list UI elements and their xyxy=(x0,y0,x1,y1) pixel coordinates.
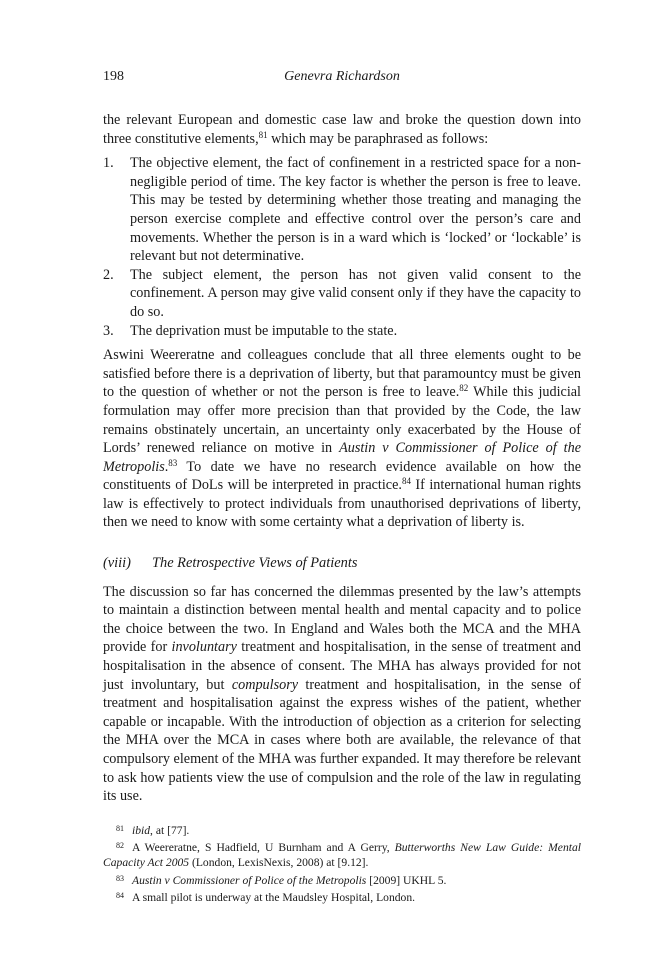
page-number: 198 xyxy=(103,69,124,84)
footnotes xyxy=(103,821,581,905)
list-item: 2. The subject element, the person has not given valid consent to the confinement. A person may give valid consent only if they have the capacity to do so. xyxy=(103,266,581,320)
footnote-81: $^{81}$ ibid, at [77]. xyxy=(116,824,190,837)
body-text xyxy=(103,111,581,806)
case-name: Austin v Commissioner of Police of the Metropolis xyxy=(103,440,581,475)
footnote-83: $^{83}$ Austin v Commissioner of Police of the Metropolis [2009] UKHL 5. xyxy=(116,873,447,887)
elements-list xyxy=(103,154,581,340)
section-number: (viii) xyxy=(103,555,131,572)
footnote-ref-84[interactable]: 84 xyxy=(401,476,411,487)
list-item: 1. The objective element, the fact of confinement in a restricted space for a non-negligible period of time. The key factor is whether the person is free to leave. This may be tested by determining whether those treating and managing the person exercise complete and effective control over the person’s care and movements. Whether the person is in a ward which is ‘locked’ or ‘lockable’ is relevant but not determinative. xyxy=(103,155,581,265)
footnote-84: $^{84}$ A small pilot is underway at the Maudsley Hospital, London. xyxy=(116,890,416,904)
section-title: The Retrospective Views of Patients xyxy=(152,555,358,572)
paragraph-weereratne: Aswini Weereratne and colleagues conclude that all three elements ought to be satisfied before there is a deprivation of liberty, but that paramountcy must be given to the question of whether or not the person is free to leave.$^{82}$ While this judicial formulation may offer more precision than that provided by the Code, the law remains obstinately uncertain, an uncertainty only exacerbated by the House of Lords’ renewed reliance on motive in Austin v Commissioner of Police of the Metropolis.$^{83}$ To date we have no research evidence available on how the constituents of DoLs will be interpreted in practice.$^{84}$ If international human rights law is effectively to protect individuals from unauthorised deprivations of liberty, then we need to know with some certainty what a deprivation of liberty is. xyxy=(103,347,581,531)
list-item: 3. The deprivation must be imputable to the state. xyxy=(103,322,398,339)
footnote-ref-81[interactable]: 81 xyxy=(258,129,268,140)
section-heading xyxy=(103,554,581,573)
footnote-82: $^{82}$ A Weereratne, S Hadfield, U Burnham and A Gerry, Butterworths New Law Guide: Mental Capacity Act 2005 (London, LexisNexis, 2008) at [9.12]. xyxy=(103,841,581,870)
intro-paragraph: the relevant European and domestic case law and broke the question down into three constitutive elements,$^{81}$ which may be paraphrased as follows: xyxy=(103,112,581,147)
paragraph-retrospective: The discussion so far has concerned the dilemmas presented by the law’s attempts to maintain a distinction between mental health and mental capacity and to police the choice between the two. In England and Wales both the MCA and the MHA provide for involuntary treatment and hospitalisation, in the sense of treatment and hospitalisation in the absence of consent. The MHA has always provided for not just involuntary, but compulsory treatment and hospitalisation, in the sense of treatment and hospitalisation against the express wishes of the patient, whether capable or incapable. With the introduction of objection as a criterion for selecting the MHA over the MCA in cases where both are available, the relevance of that compulsory element of the MHA was further expanded. It may therefore be relevant to ask how patients view the use of compulsion and the role of the law in regulating its use. xyxy=(103,583,581,805)
footnote-ref-83[interactable]: 83 xyxy=(168,457,178,468)
running-title: Genevra Richardson xyxy=(284,69,400,84)
footnote-ref-82[interactable]: 82 xyxy=(459,383,469,394)
